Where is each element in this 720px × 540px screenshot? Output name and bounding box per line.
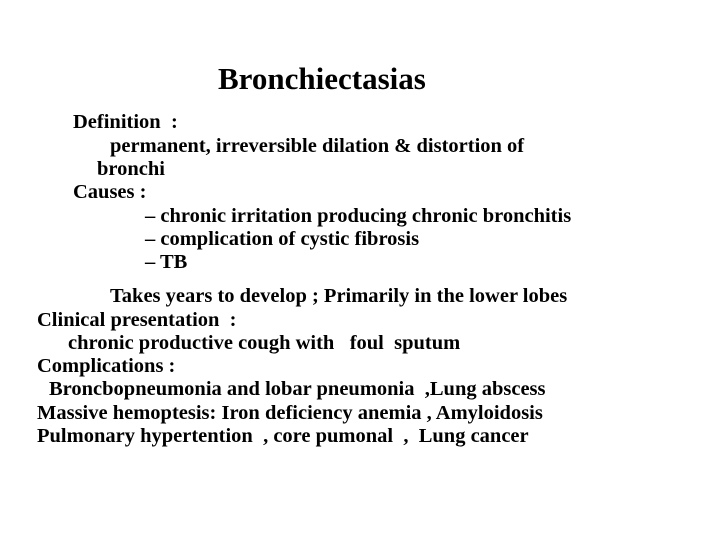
complications-heading: Complications :: [37, 355, 176, 377]
complications-text: Broncbopneumonia and lobar pneumonia ,Lung abscess: [49, 378, 546, 400]
complications-text: Pulmonary hypertention , core pumonal , Lung cancer: [37, 425, 529, 447]
clinical-heading: Clinical presentation :: [37, 309, 237, 331]
definition-text: permanent, irreversible dilation & distortion of: [110, 135, 525, 157]
definition-text-cont: bronchi: [97, 158, 165, 180]
slide-title: Bronchiectasias: [218, 61, 426, 96]
complications-text: Massive hemoptesis: Iron deficiency anemia , Amyloidosis: [37, 402, 543, 424]
cause-item: – TB: [145, 251, 188, 273]
definition-heading: Definition :: [73, 111, 178, 133]
causes-heading: Causes :: [73, 181, 147, 203]
clinical-text: chronic productive cough with foul sputum: [68, 332, 461, 354]
cause-item: – chronic irritation producing chronic bronchitis: [145, 205, 572, 227]
development-note: Takes years to develop ; Primarily in the lower lobes: [110, 285, 568, 307]
cause-item: – complication of cystic fibrosis: [145, 228, 420, 250]
